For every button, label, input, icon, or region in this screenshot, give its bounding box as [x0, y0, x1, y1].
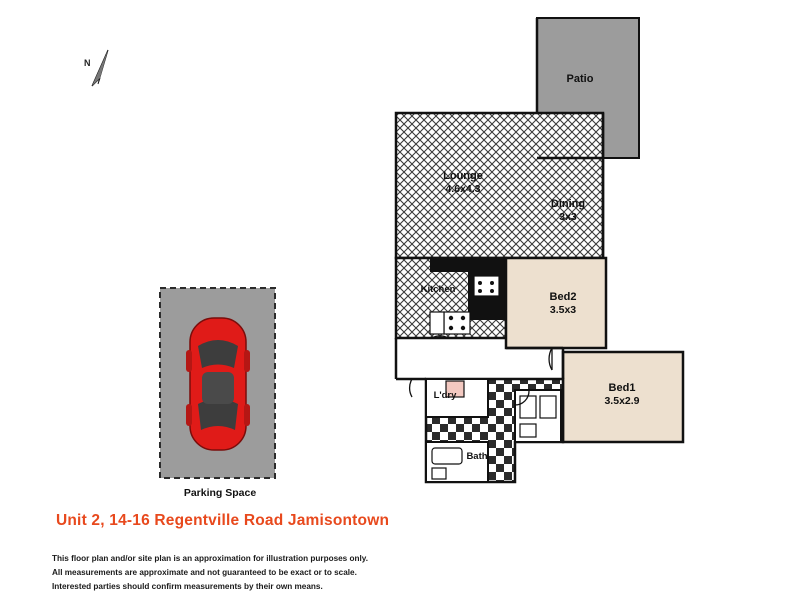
room-label-lounge: [408, 170, 518, 196]
disclaimer-line-2: All measurements are approximate and not guaranteed to be exact or to scale.: [52, 568, 357, 577]
room-label-patio: [530, 73, 630, 86]
north-label: N: [84, 58, 91, 68]
room-label-bath: [452, 450, 502, 463]
room-label-bed1: [572, 382, 672, 408]
room-name-bed2: Bed2: [549, 291, 577, 303]
parking-space: [160, 288, 275, 478]
room-dims-dining: 3x3: [559, 211, 577, 223]
room-kitchen: [396, 258, 506, 338]
north-arrow-icon: [92, 50, 108, 86]
room-name-dining: Dining: [550, 198, 586, 210]
room-label-dining: [528, 198, 608, 224]
room-label-ldry: [420, 389, 470, 402]
room-dims-bed1: 3.5x2.9: [604, 395, 640, 407]
disclaimer: [52, 552, 368, 594]
room-name-kitchen: Kitchen: [420, 284, 456, 295]
page-title: Unit 2, 14-16 Regentville Road Jamisontown: [56, 512, 390, 529]
disclaimer-line-1: This floor plan and/or site plan is an approximation for illustration purposes only.: [52, 554, 369, 563]
room-dims-bed2: 3.5x3: [549, 304, 577, 316]
room-name-lounge: Lounge: [443, 170, 483, 182]
room-ensuite: [515, 390, 561, 442]
room-name-bed1: Bed1: [608, 382, 636, 394]
room-name-patio: Patio: [566, 73, 594, 85]
room-label-kitchen: [398, 283, 478, 296]
parking-space-label: Parking Space: [183, 487, 257, 499]
room-name-bath: Bath: [466, 451, 488, 462]
room-name-ldry: L'dry: [433, 390, 457, 401]
room-label-bed2: [518, 291, 608, 317]
car-icon: [186, 318, 250, 450]
disclaimer-line-3: Interested parties should confirm measurements by their own means.: [52, 582, 323, 591]
room-dims-lounge: 4.6x4.3: [445, 183, 481, 195]
